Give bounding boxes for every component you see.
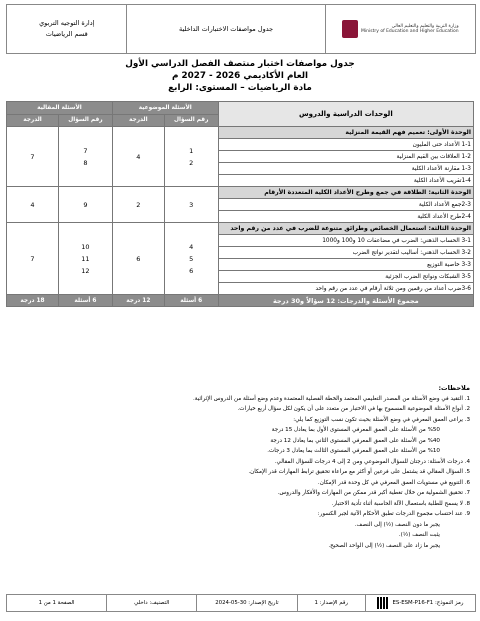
lesson-row: 3-3 خاصية التوزيع [218,259,473,271]
lesson-row: 2-3جمع الأعداد الكلية [218,199,473,211]
footer-code: رمز النموذج: ES-ESM-P16-F1 [392,600,464,606]
lesson-row: 3-2 الحساب الذهني: أساليب لتقدير نواتج الضرب [218,247,473,259]
note-subitem: يجبر ما دون النصف (½) إلى النصف. [354,521,440,528]
total-objective-count: 6 أسئلة [164,295,218,307]
lesson-row: 3-1 الحساب الذهني: الضرب في مضاعفات 10 و100 و1000 [218,235,473,247]
objective-grade: 2 [112,187,164,223]
lesson-row: 1-4تقريب الأعداد الكلية [218,175,473,187]
ministry-logo-icon [342,20,358,38]
department-line1: إدارة التوجيه التربوي [39,19,95,27]
objective-qnum: 1 2 [164,127,218,187]
header-essay-qnum: رقم السؤال [58,114,112,127]
objective-qnum: 3 [164,187,218,223]
ministry-logo-cell [325,5,475,53]
note-item: 7. تحقيق الشمولية من خلال تغطية أكبر قدر ممكن من المهارات والأفكار والدروس. [277,490,470,496]
department-line2: قسم الرياضيات [45,30,88,38]
total-objective-grade: 12 درجة [112,295,164,307]
title-line2: العام الأكاديمي 2026 - 2027 م [171,71,309,81]
title-line1: جدول مواصفات اختبار منتصف الفصل الدراسي الأول [125,59,355,69]
note-item: 6. التنويع في مستويات العمق المعرفي في كل وحدة قدر الإمكان. [317,479,470,486]
header-objective: الأسئلة الموضوعية [112,102,218,115]
essay-grade: 7 [7,223,59,295]
note-subitem: %10 من الأسئلة على العمق المعرفي المستوى الثالث بما يعادل 3 درجات. [267,448,440,454]
note-item: 3. يراعى العمق المعرفي في وضع الأسئلة بحيث تكون نسب التوزيع كما يلي: [293,416,470,423]
ministry-name-ar: وزارة التربية والتعليم والتعليم العالي [391,23,459,29]
department-cell [7,5,126,53]
lesson-row: 2-4طرح الأعداد الكلية [218,211,473,223]
title-line3: مادة الرياضيات – المستوى: الرابع [168,83,312,93]
header-units: الوحدات الدراسية والدروس [218,102,473,127]
unit-title: الوحدة الثالثة: استعمال الخصائص وطرائق متنوعة للضرب في عدد من رقم واحد [218,223,473,235]
essay-grade: 4 [7,187,59,223]
note-subitem: %50 من الأسئلة على العمق المعرفي المستوى الأول بما يعادل 15 درجة [271,427,440,433]
total-essay-grade: 18 درجة [7,295,59,307]
total-essay-count: 6 أسئلة [58,295,112,307]
note-subitem: يثبت النصف (½). [398,532,440,538]
objective-grade: 6 [112,223,164,295]
doc-title-cell [126,5,324,53]
qr-code-icon [377,597,389,609]
note-item: 8. لا يسمح للطلبة باستعمال الآلة الحاسبة أثناء تأدية الاختبار. [331,500,470,507]
unit-title: الوحدة الأولى: تعميم فهم القيمة المنزلية [218,127,473,139]
total-label: مجموع الأسئلة والدرجات: 12 سؤالاً و30 درجة [218,295,473,307]
objective-qnum: 4 5 6 [164,223,218,295]
header-objective-grade: الدرجة [112,114,164,127]
notes-section [12,383,470,551]
document-header [6,4,476,54]
header-objective-qnum: رقم السؤال [164,114,218,127]
doc-title: جدول مواصفات الاختبارات الداخلية [178,25,274,33]
lesson-row: 1-1 الأعداد حتى المليون [218,139,473,151]
essay-qnum: 9 [58,187,112,223]
page-title [0,58,480,94]
header-essay-grade: الدرجة [7,114,59,127]
lesson-row: 3-5 الشبكات ونواتج الضرب الجزئية [218,271,473,283]
essay-qnum: 7 8 [58,127,112,187]
note-item: 2. أنواع الأسئلة الموضوعية المسموح بها في الاختبار من متعدد على أن يكون لكل سؤال أربع خيارات. [237,406,470,412]
note-subitem: %40 من الأسئلة على العمق المعرفي المستوى الثاني بما يعادل 12 درجة [270,437,440,444]
unit-title: الوحدة الثانية: الطلاقة في جمع وطرح الأعداد الكلية المتعددة الأرقام [218,187,473,199]
lesson-row: 1-2 العلاقات بين القيم المنزلية [218,151,473,163]
note-item: 1. التقيد في وضع الأسئلة من المصدر التعليمي المعتمد والخطة الفصلية المعتمدة وعدم وضع أسئلة من الدروس الإثرائية. [193,395,470,402]
essay-grade: 7 [7,127,59,187]
footer-code-cell [365,595,475,611]
document-footer [6,594,476,612]
footer-page: الصفحة 1 من 1 [38,600,75,606]
notes-heading: ملاحظات: [438,384,470,392]
ministry-name-en: Ministry of Education and Higher Education [361,29,459,34]
note-subitem: يجبر ما زاد على النصف (½) إلى الواحد الصحيح. [328,542,440,549]
lesson-row: 1-3 مقارنة الأعداد الكلية [218,163,473,175]
essay-qnum: 10 11 12 [58,223,112,295]
note-item: 9. عند احتساب مجموع الدرجات تطبق الأحكام الآتية لجبر الكسور: [317,511,470,517]
footer-version: رقم الإصدار: 1 [297,595,365,611]
footer-classification: التصنيف: داخلي [106,595,196,611]
objective-grade: 4 [112,127,164,187]
header-essay: الأسئلة المقالية [7,102,113,115]
note-item: 5. السؤال المقالي قد يشتمل على فرعين أو أكثر مع مراعاة تحقيق ترابط المهارات قدر الإمكان. [248,469,470,475]
note-item: 4. درجات الأسئلة: درجتان للسؤال الموضوعي ومن 2 إلى 4 درجات للسؤال المقالي. [274,458,470,465]
footer-date: تاريخ الإصدار: 30-05-2024 [196,595,296,611]
lesson-row: 3-6ضرب أعداد من رقمين ومن ثلاثة أرقام في عدد من رقم واحد [218,283,473,295]
specification-table [6,101,474,307]
